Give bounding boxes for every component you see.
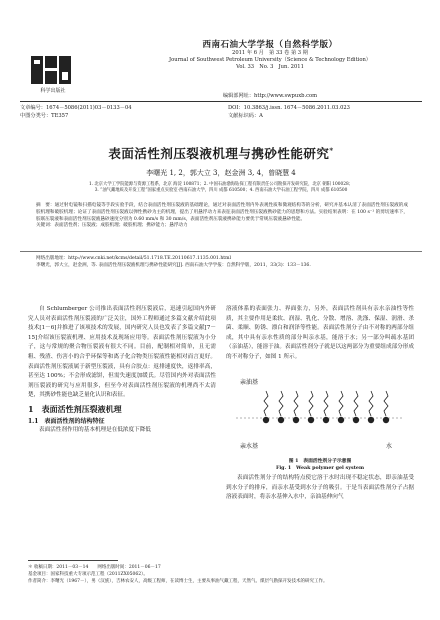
figure-caption-cn: 图 1 表面活性剂分子示意图 <box>288 458 352 464</box>
hydrophile-label: 亲水基 <box>240 443 259 450</box>
hydrophobic-tail <box>264 391 268 416</box>
right-column-top <box>226 305 414 371</box>
hydrophobic-tail <box>354 391 358 416</box>
journal-title-en: Journal of Southwest Petroleum University（Science & Technology Edition） <box>169 57 371 63</box>
title-footnote-mark: * <box>329 145 334 155</box>
hydrophilic-head <box>338 417 344 423</box>
hydrophobic-tail <box>294 391 298 416</box>
journal-title-cn: 西南石油大学学报（自然科学版） <box>202 40 338 50</box>
affiliation-line: 3. “油气藏地质及开发工程”国家重点实验室·西南石油大学，四川 成都 610500；4. 西南石油大学石油工程学院，四川 成都 610500 <box>94 188 348 193</box>
footnote <box>28 564 418 585</box>
hydrophilic-head <box>353 417 359 423</box>
funding: 基金项目：国家科技重大专项示范工程（2011ZX05062）。 <box>28 572 148 577</box>
citation-text: 李曙光，郭大立，赵金洲，等. 表面活性剂压裂液机理与携砂性能研究[J]. 西南石油大学学报：自然科学版，2011，33(3)：133－136. <box>36 262 311 268</box>
hydrophilic-head <box>308 417 314 423</box>
intro-paragraph: 自 Schlumberger 公司推出表面活性剂压裂液后，迅速引起国内外研究人员对表面活性剂压裂液的广泛关注，国外工程师通过多篇文献介绍此项技术[1－6]并推进了该项技术的发展，国内研究人员也发表了多篇文献[7－15]介绍该压裂液机理、应用技术及现场应用等。表面活性剂压裂液为小分子，这与常规的聚合物压裂液有很大不同。目前，配制相对简单，且无需粗、残渣、伤害小的合乎环保等和离子化合物类压裂液性能相对而言更好。表面活性剂压裂液属于新型压裂液，具有合胶点：返排速度快，返排率高，甚至达 100%；不会形成滤饼，但需失速度加缓氏。尽管国内外对表面活性剂压裂液的研究与应用很多，但至今对表面活性剂压裂液的机理尚不太清楚，其携砂性能也缺乏量化认识和表征。 <box>28 306 216 399</box>
figure-caption <box>226 458 414 471</box>
header-rule <box>20 101 422 102</box>
paper-title: 表面活性剂压裂液机理与携砂性能研究* <box>108 145 334 161</box>
water-label: 水 <box>386 443 393 450</box>
hydrophobic-tail <box>339 391 343 416</box>
hydrophilic-head <box>263 417 269 423</box>
online-url: 网络出版地址：http://www.cnki.net/kcms/detail/51.1718.TE.20110617.1135.001.html <box>36 256 231 261</box>
hydrophobic-tail <box>279 391 283 416</box>
abstract-text: 摘 要：通过射电镜和扫描电镜等手段实验手段，结合表面活性剂压裂液的基础理论，通过对表面活性剂内外表观性质和微观结构等的分析，研究并基本认清了表面活性剂压裂液的成胶机理和破胶机理；论证了表面活性剂压裂液以弹性携砂为主的机理，提出了用悬浮动力来表征表面活性剂压裂液携砂能力的思想和方法。实验结果表明：在 100 s⁻¹ 的剪切速率下，胶联压裂液和表面活性剂压裂液悬砂速度分别为 0.60 mm/s 和 30 mm/s，表面活性剂压裂液携砂能力要优于常规压裂液悬砂性能。 <box>36 203 408 222</box>
hydrophobe-label: 亲油基 <box>240 379 259 386</box>
hydrophobic-tail <box>384 391 388 416</box>
citation-block <box>36 256 408 270</box>
issue-cn: 2011 年 6 月 第 33 卷 第 3 期 <box>232 50 308 56</box>
doi: DOI：10.3863/j.issn. 1674－5086.2011.03.023 <box>228 105 350 111</box>
hydrophilic-head <box>278 417 284 423</box>
body-paragraph: 表面活性剂作用的基本机理是在低浓度下降低 <box>39 427 151 434</box>
hydrophilic-head <box>368 417 374 423</box>
affiliation-line: 1. 北京大学工学院能源与资源工程系，北京 海淀 100871；2. 中国石油渤海钻探工程有限责任公司勘探开发研究院，北京 朝阳 100028； <box>88 182 354 187</box>
journal-header <box>120 38 420 71</box>
article-number: 文章编号：1674－5086(2011)03－0133－04 <box>20 105 132 111</box>
section-heading: 1 表面活性剂压裂液机理 <box>28 403 122 414</box>
right-column-bottom <box>226 474 414 503</box>
hydrophilic-head <box>323 417 329 423</box>
logo-caption: 科学出版社 <box>40 88 66 94</box>
body-paragraph: 表面活性剂分子的结构特点使它溶于水时出现不稳定状态，即亲油基受到水分子的排斥，而亲水基受到水分子的吸引。于是当表面活性剂分子占据溶液表面时，将亲水基伸入水中，亲油基伸向气 <box>226 475 414 501</box>
left-column <box>28 305 216 436</box>
affiliations <box>30 182 412 194</box>
article-meta-right <box>228 104 422 120</box>
hydrophobic-tail <box>324 391 328 416</box>
hydrophobic-tail <box>369 391 373 416</box>
journal-logo <box>30 54 72 86</box>
received-date: ＊ 收稿日期：2011－03－14 网络出版时间：2011－06－17 <box>28 565 161 570</box>
figure-1 <box>226 372 414 456</box>
hydrophilic-head <box>383 417 389 423</box>
issue-en: Vol. 33 No. 3 Jun. 2011 <box>236 64 304 70</box>
authors: 李曙光 1, 2，郭大立 3，赵金洲 3, 4，曾晓慧 4 <box>146 169 296 177</box>
keywords: 关键词：表面活性剂；压裂液；成胶机理；破胶机理；携砂能力；悬浮动力 <box>36 223 188 229</box>
clc-number: 中图分类号：TE357 <box>20 113 69 119</box>
journal-website: 编辑部网址：http://www.swpuxb.com <box>222 93 318 99</box>
body-paragraph: 溶液体系的表面张力、界面张力，另外，表面活性剂具有亲水亲油性等性质，其主要作用是柔软、润湿、乳化、分散、增溶、洗涤、保湿、润滑、杀菌、柔顺、防锈、漂白和润泽等性能。表面活性剂分子由不对称的两部分组成，其中具有亲水性质的部分叫亲水基，能溶于水；另一部分叫疏水基团（亲油基），能溶于油。表面活性剂分子就是以这两部分为重要组成部分形成的不对称分子，如图 1 所示。 <box>226 306 414 360</box>
document-code: 文献标识码：A <box>228 113 263 119</box>
footnote-rule <box>28 560 118 561</box>
article-meta-left <box>20 104 220 120</box>
hydrophobic-tail <box>309 391 313 416</box>
abstract-rule <box>20 251 422 252</box>
subsection-heading: 1.1 表面活性剂的结构特征 <box>28 417 105 425</box>
author-bio: 作者简介：李曙光（1967－），男（汉族），吉林农安人，高级工程师，在读博士生，主要从事油气藏工程，天然气、煤层气勘探开发技术的研究工作。 <box>28 579 328 584</box>
abstract-block <box>36 203 408 230</box>
figure-caption-en: Fig. 1 Weak polymer gel system <box>275 464 365 471</box>
hydrophilic-head <box>293 417 299 423</box>
surfactant-molecule-diagram <box>226 372 414 456</box>
